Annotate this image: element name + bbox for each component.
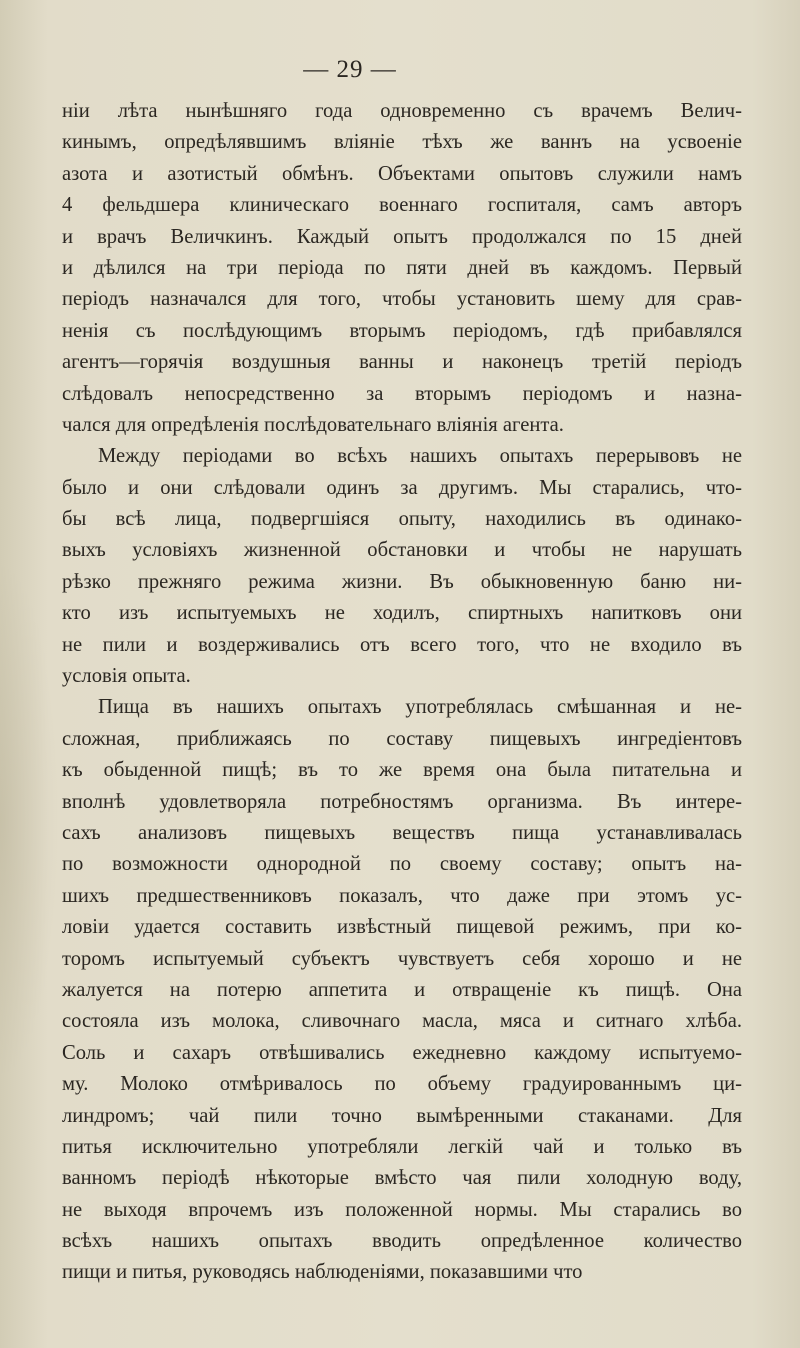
- text-line: бы всѣ лица, подвергшіяся опыту, находились въ одинако-: [62, 508, 742, 531]
- text-line: и дѣлился на три періода по пяти дней въ каждомъ. Первый: [62, 256, 742, 279]
- text-line: му. Молоко отмѣривалось по объему градуированнымъ ци-: [62, 1073, 742, 1096]
- text-line: кинымъ, опредѣлявшимъ вліяніе тѣхъ же ваннъ на усвоеніе: [62, 131, 742, 154]
- text-line: чался для опредѣленія послѣдовательнаго вліянія агента.: [62, 413, 564, 436]
- text-line: было и они слѣдовали одинъ за другимъ. Мы старались, что-: [62, 476, 742, 499]
- text-line: Между періодами во всѣхъ нашихъ опытахъ перерывовъ не: [98, 445, 742, 468]
- text-line: къ обыденной пищѣ; въ то же время она была питательна и: [62, 759, 742, 782]
- text-line: ванномъ періодѣ нѣкоторые вмѣсто чая пили холодную воду,: [62, 1167, 742, 1190]
- text-line: азота и азотистый обмѣнъ. Объектами опытовъ служили намъ: [62, 162, 742, 185]
- text-line: условія опыта.: [62, 665, 191, 688]
- text-line: Соль и сахаръ отвѣшивались ежедневно каждому испытуемо-: [62, 1041, 742, 1064]
- text-line: питья исключительно употребляли легкій чай и только въ: [62, 1135, 742, 1158]
- text-line: состояла изъ молока, сливочнаго масла, мяса и ситнаго хлѣба.: [62, 1010, 742, 1033]
- paper-stain: [0, 560, 60, 1080]
- text-line: и врачъ Величкинъ. Каждый опытъ продолжался по 15 дней: [62, 225, 742, 248]
- text-line: шихъ предшественниковъ показалъ, что даже при этомъ ус-: [62, 884, 742, 907]
- text-line: вполнѣ удовлетворяла потребностямъ организма. Въ интере-: [62, 790, 742, 813]
- text-line: Пища въ нашихъ опытахъ употреблялась смѣшанная и не-: [98, 696, 742, 719]
- text-line: пищи и питья, руководясь наблюденіями, показавшими что: [62, 1261, 583, 1284]
- text-line: 4 фельдшера клиническаго военнаго госпиталя, самъ авторъ: [62, 194, 742, 217]
- text-line: по возможности однородной по своему составу; опытъ на-: [62, 853, 742, 876]
- text-line: торомъ испытуемый субъектъ чувствуетъ себя хорошо и не: [62, 947, 742, 970]
- text-line: линдромъ; чай пили точно вымѣренными стаканами. Для: [62, 1104, 742, 1127]
- page-number: — 29 —: [303, 56, 397, 83]
- body-text: [62, 96, 742, 1289]
- text-line: не выходя впрочемъ изъ положенной нормы. Мы старались во: [62, 1198, 742, 1221]
- text-line: выхъ условіяхъ жизненной обстановки и чтобы не нарушать: [62, 539, 742, 562]
- text-line: всѣхъ нашихъ опытахъ вводить опредѣленное количество: [62, 1230, 742, 1253]
- text-line: періодъ назначался для того, чтобы установить шему для срав-: [62, 288, 742, 311]
- text-line: ненія съ послѣдующимъ вторымъ періодомъ, гдѣ прибавлялся: [62, 319, 742, 342]
- text-line: ніи лѣта нынѣшняго года одновременно съ врачемъ Велич-: [62, 100, 742, 122]
- text-line: рѣзко прежняго режима жизни. Въ обыкновенную баню ни-: [62, 570, 742, 593]
- text-line: не пили и воздерживались отъ всего того, что не входило въ: [62, 633, 742, 656]
- text-line: сахъ анализовъ пищевыхъ веществъ пища устанавливалась: [62, 821, 742, 844]
- text-line: слѣдовалъ непосредственно за вторымъ періодомъ и назна-: [62, 382, 742, 405]
- text-line: ловіи удается составить извѣстный пищевой режимъ, при ко-: [62, 916, 742, 939]
- text-line: сложная, приближаясь по составу пищевыхъ ингредіентовъ: [62, 727, 742, 750]
- text-line: жалуется на потерю аппетита и отвращеніе къ пищѣ. Она: [62, 978, 742, 1001]
- text-line: агентъ—горячія воздушныя ванны и наконецъ третій періодъ: [62, 351, 742, 374]
- text-line: кто изъ испытуемыхъ не ходилъ, спиртныхъ напитковъ они: [62, 602, 742, 625]
